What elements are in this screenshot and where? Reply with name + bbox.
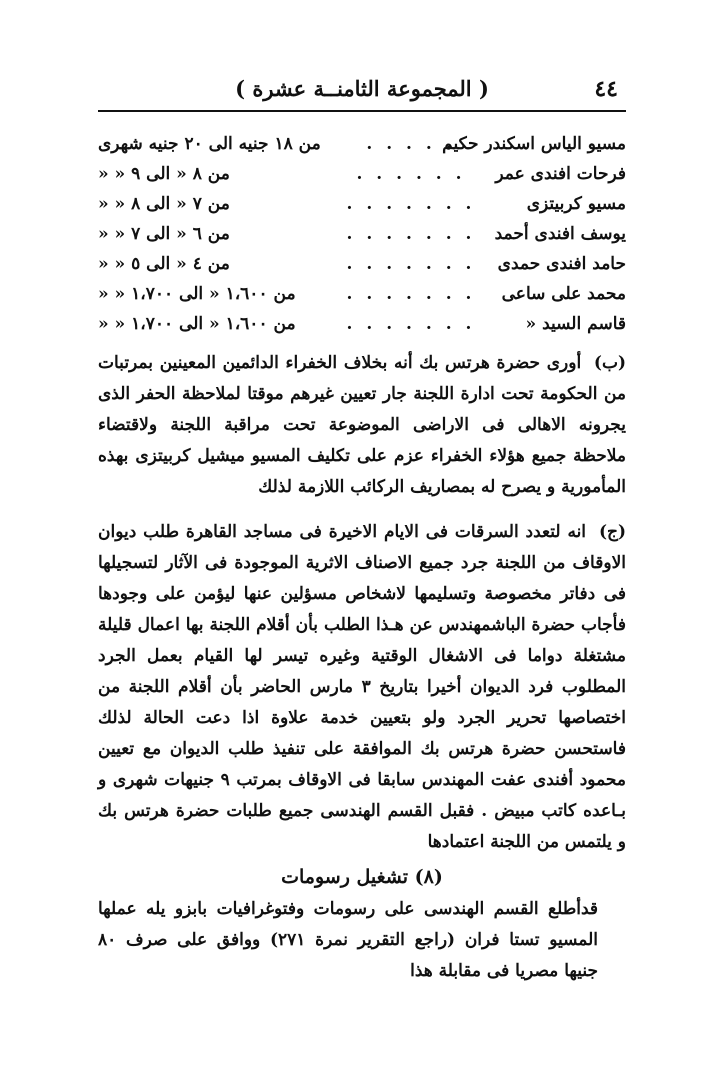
employee-name: مسيو الياس اسكندر حكيم <box>442 134 626 154</box>
salary-row <box>98 254 626 284</box>
employee-name: فرحات افندى عمر <box>495 164 626 184</box>
leader-dots: . . . . . . . <box>346 194 476 214</box>
paragraph-b <box>98 348 626 503</box>
paragraph-label: (ب) <box>593 353 626 373</box>
salary-list <box>98 134 626 344</box>
page-header <box>98 70 626 112</box>
employee-name: حامد افندى حمدى <box>497 254 626 274</box>
running-title: ( المجموعة الثامنــة عشرة ) <box>235 76 489 101</box>
salary-range: من ٤ « الى ٥ « « <box>98 254 230 274</box>
salary-range: من ٧ « الى ٨ « « <box>98 194 230 214</box>
employee-name: قاسم السيد « <box>525 314 626 334</box>
section-heading: (٨) تشغيل رسومات <box>281 866 443 888</box>
paragraph-text: انه لتعدد السرقات فى الايام الاخيرة فى مساجد القاهرة طلب ديوان الاوقاف من اللجنة جرد جميع الاصناف الاثرية الموجودة فى الآثار لتسجيلها فى دفاتر مخصوصة وتسليمها لاشخاص مسؤلين عنها ليؤمن على وجودها فأجاب حضرة الباشمهندس عن هـذا الطلب بأن أقلام اللجنة بها اعمال قليلة مشتغلة دواما فى الاشغال الوقتية وغيره تيسر لها القيام بعمل الجرد المطلوب فرد الديوان أخيرا بتاريخ ٣ مارس الحاضر بأن أقلام اللجنة من اختصاصها تحرير الجرد ولو بتعيين خدمة علاوة اذا دعت الحالة لذلك فاستحسن حضرة هرتس بك الموافقة على تنفيذ طلب الديوان مع تعيين محمود أفندى عفت المهندس سابقا فى الاوقاف بمرتب ٩ جنيهات شهرى و بـاعده كاتب مبيض . فقبل القسم الهندسى جميع طلبات حضرة هرتس بك و يلتمس من اللجنة اعتمادها <box>98 522 626 852</box>
page-number: ٤٤ <box>594 76 618 102</box>
leader-dots: . . . . . <box>366 134 456 154</box>
salary-range: من ١،٦٠٠ « الى ١،٧٠٠ « « <box>98 314 296 334</box>
salary-row <box>98 284 626 314</box>
salary-row <box>98 314 626 344</box>
employee-name: مسيو كربيتزى <box>526 194 626 214</box>
salary-row <box>98 224 626 254</box>
salary-row <box>98 164 626 194</box>
leader-dots: . . . . . . . <box>346 314 476 334</box>
paragraph-label: (ج) <box>598 522 626 542</box>
employee-name: يوسف افندى أحمد <box>494 224 626 244</box>
employee-name: محمد على ساعى <box>501 284 626 304</box>
section-paragraph: قدأطلع القسم الهندسى على رسومات وفتوغرافيات بابزو يله عملها المسيو تستا فران (راجع التقرير نمرة ٢٧١) ووافق على صرف ٨٠ جنيها مصريا فى مقابلة هذا <box>98 899 598 981</box>
leader-dots: . . . . . . . <box>346 254 476 274</box>
leader-dots: . . . . . . <box>356 164 466 184</box>
leader-dots: . . . . . . . <box>346 224 476 244</box>
document-page <box>98 70 626 987</box>
salary-range: من ٦ « الى ٧ « « <box>98 224 230 244</box>
salary-range: من ١٨ جنيه الى ٢٠ جنيه شهرى <box>98 134 321 154</box>
salary-row <box>98 194 626 224</box>
salary-range: من ٨ « الى ٩ « « <box>98 164 230 184</box>
leader-dots: . . . . . . . <box>346 284 476 304</box>
salary-row <box>98 134 626 164</box>
paragraph-text: أورى حضرة هرتس بك أنه بخلاف الخفراء الدائمين المعينين بمرتبات من الحكومة تحت ادارة اللجنة جار تعيين غيرهم موقتا لملاحظة الحفر الذى يجرونه الاهالى فى الاراضى الموضوعة تحت مراقبة اللجنة ولاقتضاء ملاحظة جميع هؤلاء الخفراء عزم على تكليف المسيو ميشيل كربيتزى بهذه المأمورية و يصرح له بمصاريف الركائب اللازمة لذلك <box>98 353 626 497</box>
paragraph-j <box>98 517 626 858</box>
salary-range: من ١،٦٠٠ « الى ١،٧٠٠ « « <box>98 284 296 304</box>
